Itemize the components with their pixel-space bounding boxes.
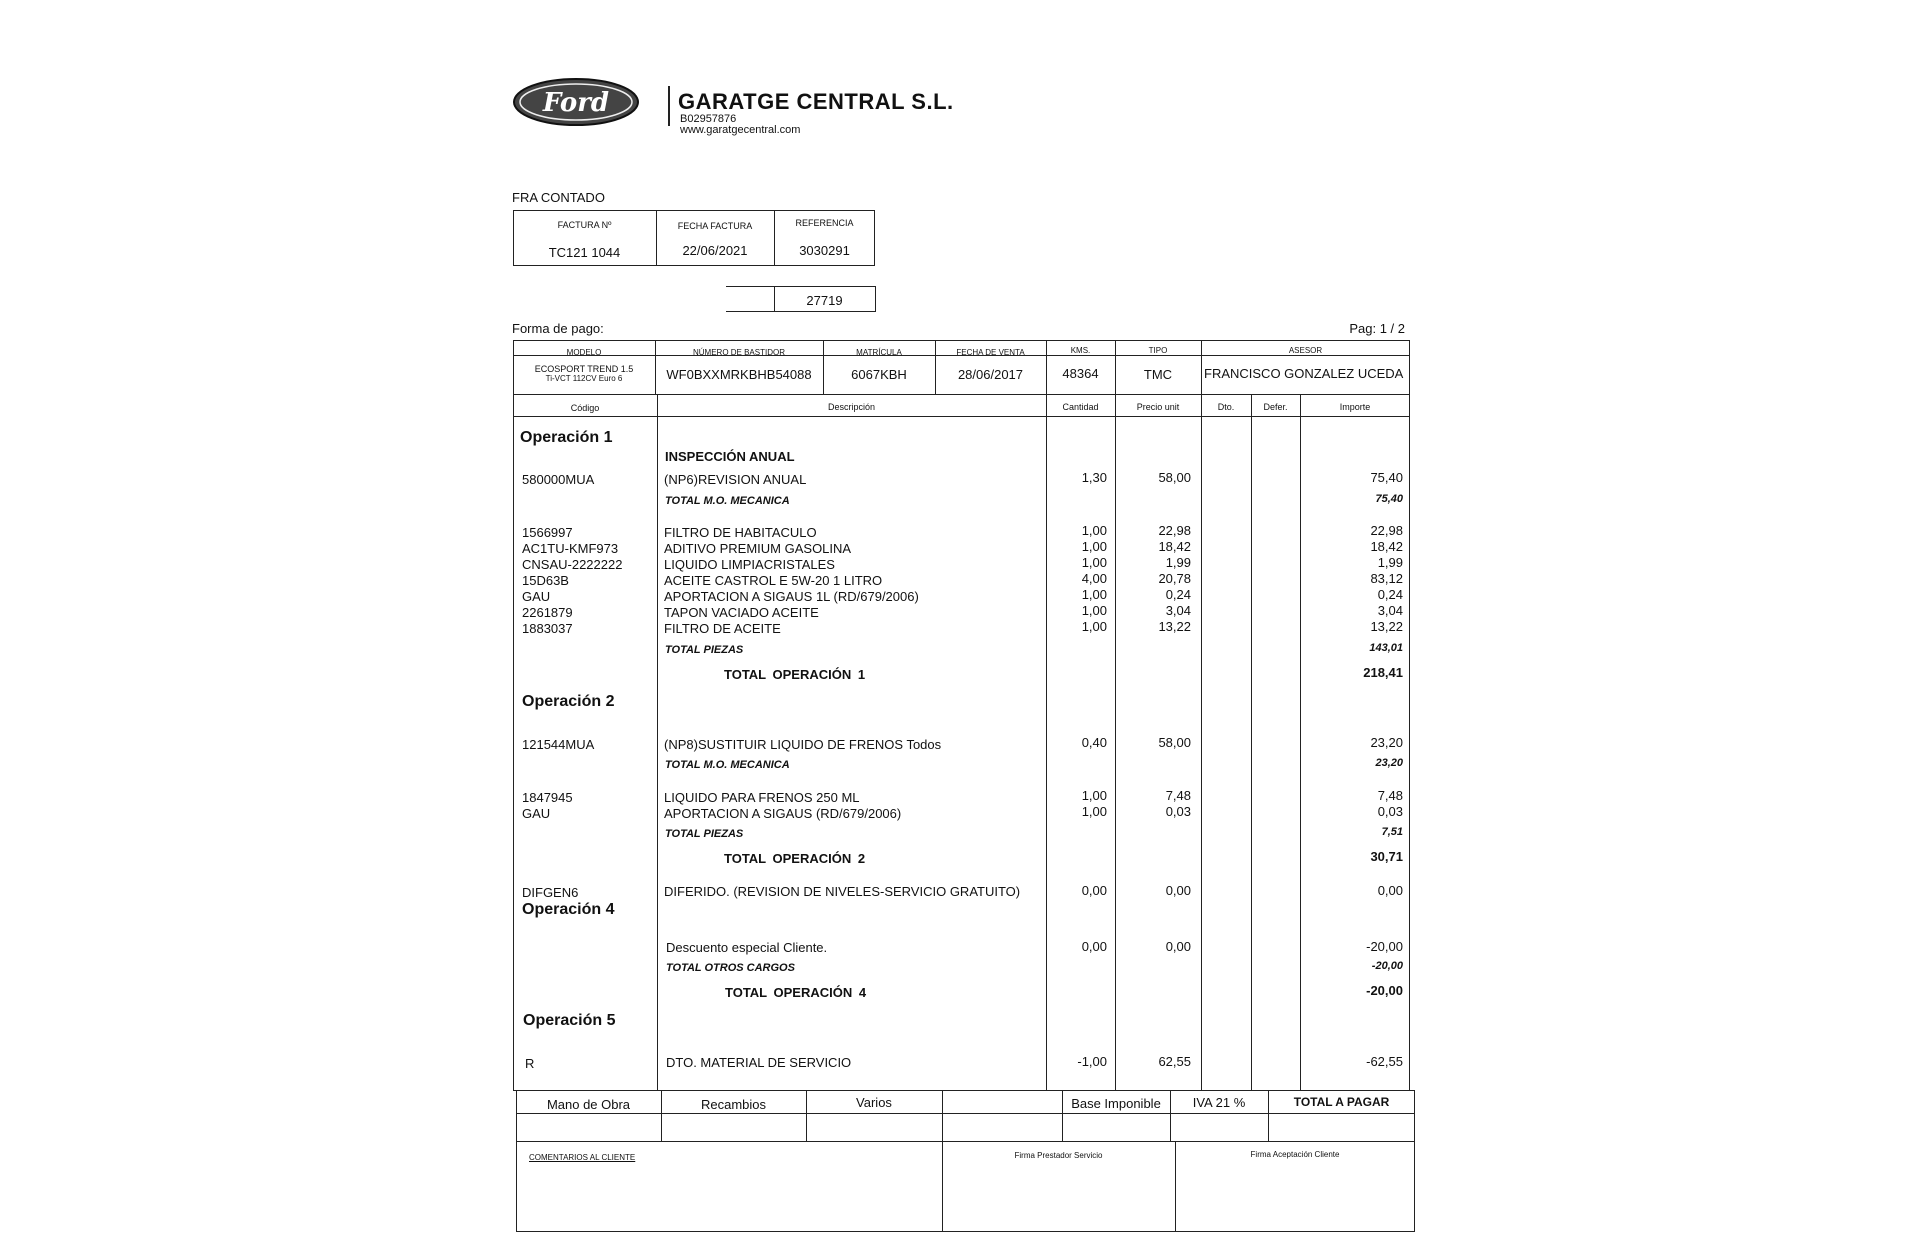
line-quantity: 1,30 bbox=[1081, 470, 1107, 485]
company-website: www.garatgecentral.com bbox=[680, 124, 801, 136]
payment-method-label: Forma de pago: bbox=[512, 321, 604, 336]
subtotal-value: 143,01 bbox=[1369, 642, 1403, 654]
line-quantity: 4,00 bbox=[1081, 571, 1107, 586]
line-unit-price: 22,98 bbox=[1158, 523, 1191, 538]
line-code: 580000MUA bbox=[522, 472, 595, 487]
operation-1-title: INSPECCIÓN ANUAL bbox=[665, 449, 795, 464]
subtotal-label: TOTAL OTROS CARGOS bbox=[666, 962, 795, 974]
invoice-ref: 3030291 bbox=[799, 243, 850, 258]
line-code: GAU bbox=[522, 806, 551, 821]
subtotal-value: 23,20 bbox=[1375, 757, 1403, 769]
page-number: Pag: 1 / 2 bbox=[1349, 321, 1405, 336]
kms-value: 48364 bbox=[1062, 366, 1099, 381]
line-quantity: 1,00 bbox=[1081, 804, 1107, 819]
line-amount: 7,48 bbox=[1377, 788, 1403, 803]
line-amount: 23,20 bbox=[1370, 735, 1403, 750]
line-description: Descuento especial Cliente. bbox=[666, 940, 828, 955]
line-quantity: 0,40 bbox=[1081, 735, 1107, 750]
line-unit-price: 58,00 bbox=[1158, 735, 1191, 750]
vin-label: NÚMERO DE BASTIDOR bbox=[692, 348, 785, 357]
operation-total-label: TOTAL OPERACIÓN 2 bbox=[724, 851, 866, 866]
col-quantity: Cantidad bbox=[1062, 402, 1099, 412]
line-unit-price: 58,00 bbox=[1158, 470, 1191, 485]
kms-label: KMS. bbox=[1070, 346, 1091, 355]
type-value: TMC bbox=[1143, 367, 1173, 382]
line-description: ADITIVO PREMIUM GASOLINA bbox=[664, 541, 852, 556]
model-label: MODELO bbox=[566, 348, 602, 357]
line-amount: 13,22 bbox=[1370, 619, 1403, 634]
operation-4-heading: Operación 4 bbox=[522, 901, 615, 918]
company-name: GARATGE CENTRAL S.L. bbox=[678, 89, 954, 114]
operation-1-heading: Operación 1 bbox=[520, 429, 613, 446]
line-quantity: 0,00 bbox=[1081, 883, 1107, 898]
invoice-ref-label: REFERENCIA bbox=[795, 218, 854, 228]
line-quantity: 1,00 bbox=[1081, 619, 1107, 634]
line-quantity: 1,00 bbox=[1081, 523, 1107, 538]
vin-value: WF0BXXMRKBHB54088 bbox=[666, 367, 812, 382]
line-description: APORTACION A SIGAUS 1L (RD/679/2006) bbox=[664, 589, 919, 604]
model-line2: Ti-VCT 112CV Euro 6 bbox=[545, 374, 623, 383]
line-quantity: 1,00 bbox=[1081, 587, 1107, 602]
logo-divider bbox=[668, 86, 670, 126]
operation-total-value: -20,00 bbox=[1366, 983, 1403, 998]
vat-label: IVA 21 % bbox=[1192, 1095, 1246, 1110]
sale-date-value: 28/06/2017 bbox=[957, 367, 1024, 382]
invoice-number-label: FACTURA Nº bbox=[557, 220, 612, 230]
line-description: FILTRO DE ACEITE bbox=[664, 621, 781, 636]
line-code: CNSAU-2222222 bbox=[522, 557, 623, 572]
line-amount: 0,24 bbox=[1377, 587, 1403, 602]
ford-logo bbox=[512, 76, 642, 128]
line-unit-price: 18,42 bbox=[1158, 539, 1191, 554]
line-code: DIFGEN6 bbox=[522, 885, 579, 900]
taxable-base-label: Base Imponible bbox=[1071, 1096, 1161, 1111]
operation-2-heading: Operación 2 bbox=[522, 693, 615, 710]
line-unit-price: 3,04 bbox=[1165, 603, 1191, 618]
line-quantity: 1,00 bbox=[1081, 603, 1107, 618]
subtotal-label: TOTAL M.O. MECANICA bbox=[665, 495, 790, 507]
line-description: (NP8)SUSTITUIR LIQUIDO DE FRENOS Todos bbox=[664, 737, 942, 752]
invoice-code: 27719 bbox=[806, 293, 843, 308]
line-amount: 0,03 bbox=[1377, 804, 1403, 819]
operation-5-heading: Operación 5 bbox=[523, 1012, 616, 1029]
subtotal-label: TOTAL M.O. MECANICA bbox=[665, 759, 790, 771]
line-quantity: 1,00 bbox=[1081, 555, 1107, 570]
line-amount: 22,98 bbox=[1370, 523, 1403, 538]
line-code: 1566997 bbox=[522, 525, 573, 540]
spares-label: Recambios bbox=[700, 1097, 767, 1112]
company-cif: B02957876 bbox=[680, 113, 737, 125]
line-quantity: -1,00 bbox=[1077, 1054, 1107, 1069]
operation-total-label: TOTAL OPERACIÓN 1 bbox=[724, 667, 866, 682]
line-description: APORTACION A SIGAUS (RD/679/2006) bbox=[664, 806, 902, 821]
line-unit-price: 13,22 bbox=[1158, 619, 1191, 634]
col-amount: Importe bbox=[1339, 402, 1371, 412]
line-quantity: 1,00 bbox=[1081, 788, 1107, 803]
line-amount: 83,12 bbox=[1370, 571, 1403, 586]
operation-total-value: 30,71 bbox=[1370, 849, 1403, 864]
line-description: (NP6)REVISION ANUAL bbox=[664, 472, 807, 487]
line-unit-price: 62,55 bbox=[1158, 1054, 1191, 1069]
col-deferred: Defer. bbox=[1263, 402, 1288, 412]
provider-signature-label: Firma Prestador Servicio bbox=[1014, 1151, 1103, 1160]
operation-total-label: TOTAL OPERACIÓN 4 bbox=[725, 985, 867, 1000]
line-unit-price: 0,03 bbox=[1165, 804, 1191, 819]
line-amount: 0,00 bbox=[1377, 883, 1403, 898]
line-amount: 18,42 bbox=[1370, 539, 1403, 554]
labour-label: Mano de Obra bbox=[546, 1097, 631, 1112]
line-code: 2261879 bbox=[522, 605, 573, 620]
line-description: LIQUIDO LIMPIACRISTALES bbox=[664, 557, 835, 572]
subtotal-value: 75,40 bbox=[1375, 493, 1403, 505]
line-unit-price: 7,48 bbox=[1165, 788, 1191, 803]
plate-label: MATRÍCULA bbox=[856, 348, 902, 357]
advisor-value: FRANCISCO GONZALEZ UCEDA bbox=[1204, 366, 1404, 381]
col-unit-price: Precio unit bbox=[1136, 402, 1180, 412]
subtotal-label: TOTAL PIEZAS bbox=[665, 644, 744, 656]
line-unit-price: 0,00 bbox=[1165, 883, 1191, 898]
line-code: GAU bbox=[522, 589, 551, 604]
subtotal-value: 7,51 bbox=[1381, 826, 1403, 838]
line-amount: 1,99 bbox=[1377, 555, 1403, 570]
type-label: TIPO bbox=[1148, 346, 1168, 355]
invoice-type: FRA CONTADO bbox=[512, 190, 605, 205]
line-code: 15D63B bbox=[522, 573, 569, 588]
subtotal-value: -20,00 bbox=[1371, 960, 1403, 972]
model-line1: ECOSPORT TREND 1.5 bbox=[534, 364, 634, 374]
misc-label: Varios bbox=[856, 1095, 892, 1110]
col-code: Código bbox=[570, 403, 600, 413]
client-signature-label: Firma Aceptación Cliente bbox=[1250, 1150, 1340, 1159]
col-discount: Dto. bbox=[1217, 402, 1235, 412]
line-unit-price: 0,24 bbox=[1165, 587, 1191, 602]
line-code: 1847945 bbox=[522, 790, 573, 805]
plate-value: 6067KBH bbox=[851, 367, 907, 382]
svg-text:Ford: Ford bbox=[542, 88, 610, 118]
line-description: TAPON VACIADO ACEITE bbox=[664, 605, 819, 620]
line-description: DTO. MATERIAL DE SERVICIO bbox=[666, 1055, 852, 1070]
advisor-label: ASESOR bbox=[1288, 346, 1323, 355]
line-quantity: 1,00 bbox=[1081, 539, 1107, 554]
customer-comments-label: COMENTARIOS AL CLIENTE bbox=[529, 1153, 636, 1162]
line-code: 1883037 bbox=[522, 621, 573, 636]
line-description: DIFERIDO. (REVISION DE NIVELES-SERVICIO GRATUITO) bbox=[664, 884, 1021, 899]
line-description: ACEITE CASTROL E 5W-20 1 LITRO bbox=[664, 573, 883, 588]
lines-table bbox=[513, 394, 1410, 1091]
operation-total-value: 218,41 bbox=[1363, 665, 1403, 680]
invoice-date: 22/06/2021 bbox=[682, 243, 748, 258]
line-code: 121544MUA bbox=[522, 737, 595, 752]
line-amount: -62,55 bbox=[1366, 1054, 1403, 1069]
line-amount: 75,40 bbox=[1370, 470, 1403, 485]
line-amount: 3,04 bbox=[1377, 603, 1403, 618]
total-to-pay-label: TOTAL A PAGAR bbox=[1293, 1095, 1390, 1109]
line-unit-price: 0,00 bbox=[1165, 939, 1191, 954]
line-description: LIQUIDO PARA FRENOS 250 ML bbox=[664, 790, 860, 805]
subtotal-label: TOTAL PIEZAS bbox=[665, 828, 744, 840]
line-description: FILTRO DE HABITACULO bbox=[664, 525, 817, 540]
line-unit-price: 20,78 bbox=[1158, 571, 1191, 586]
line-quantity: 0,00 bbox=[1081, 939, 1107, 954]
line-code: R bbox=[525, 1056, 535, 1071]
line-amount: -20,00 bbox=[1366, 939, 1403, 954]
col-description: Descripción bbox=[827, 402, 876, 412]
sale-date-label: FECHA DE VENTA bbox=[956, 348, 1025, 357]
invoice-date-label: FECHA FACTURA bbox=[677, 221, 753, 231]
invoice-number: TC121 1044 bbox=[548, 245, 621, 260]
line-unit-price: 1,99 bbox=[1165, 555, 1191, 570]
line-code: AC1TU-KMF973 bbox=[522, 541, 619, 556]
